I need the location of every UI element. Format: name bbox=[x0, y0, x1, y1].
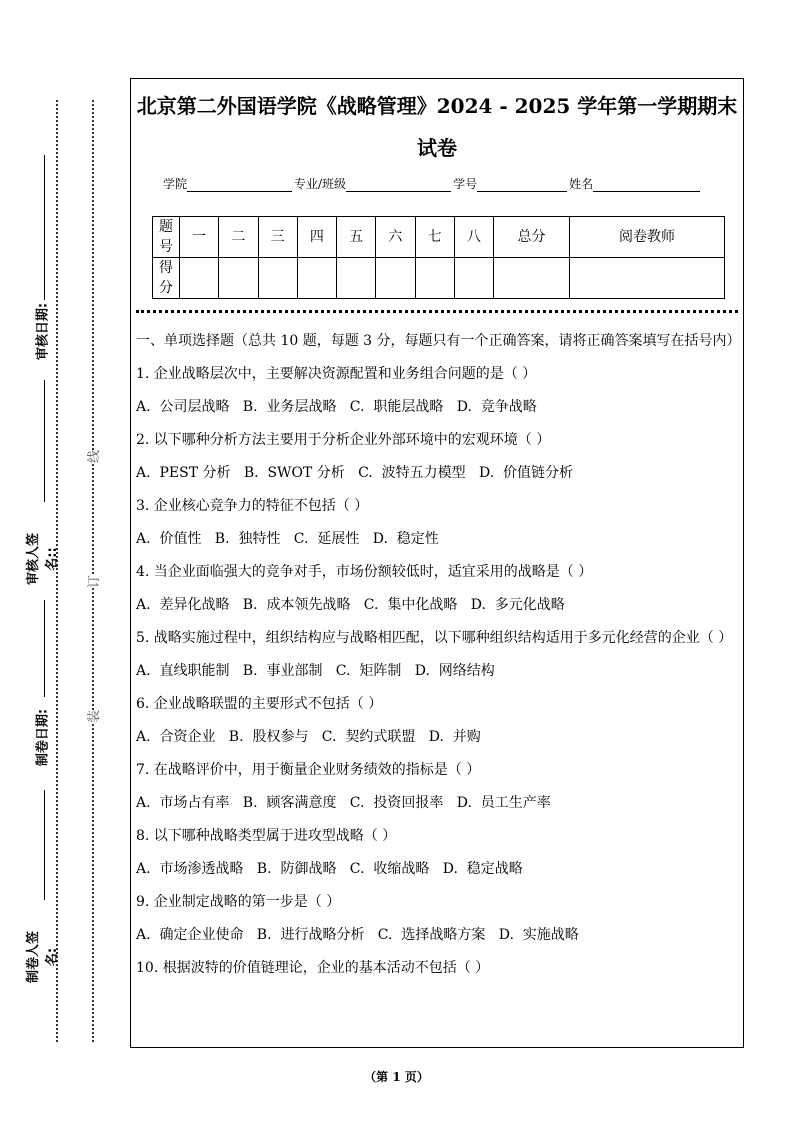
question-9: 9. 企业制定战略的第一步是（ ） bbox=[136, 894, 341, 910]
page-number: （第 1 页） bbox=[364, 1070, 429, 1084]
col-header: 三 bbox=[258, 217, 297, 258]
binding-char-zhuang: 装 bbox=[83, 710, 102, 723]
question-options: A. 直线职能制 B. 事业部制 C. 矩阵制 D. 网络结构 bbox=[136, 663, 495, 679]
question-8: 8. 以下哪种战略类型属于进攻型战略（ ） bbox=[136, 828, 397, 844]
question-1: 1. 企业战略层次中，主要解决资源配置和业务组合问题的是（ ） bbox=[136, 366, 537, 382]
row-label-defen: 得分 bbox=[153, 258, 180, 299]
major-label: 专业/班级 bbox=[294, 177, 347, 191]
score-cell bbox=[180, 258, 219, 299]
separator bbox=[136, 310, 738, 313]
major-field[interactable] bbox=[346, 177, 451, 192]
maker-sign-label: 制卷人签名: bbox=[26, 931, 60, 984]
binding-char-ding: 订 bbox=[83, 575, 102, 588]
question-options: A. 确定企业使命 B. 进行战略分析 C. 选择战略方案 D. 实施战略 bbox=[136, 927, 579, 943]
exam-frame bbox=[130, 78, 744, 1048]
review-date-label: 审核日期: bbox=[35, 302, 51, 361]
score-cell bbox=[570, 258, 725, 299]
score-cell bbox=[376, 258, 415, 299]
question-options: A. 价值性 B. 独特性 C. 延展性 D. 稳定性 bbox=[136, 531, 439, 547]
col-header: 七 bbox=[415, 217, 454, 258]
section-heading: 一、单项选择题（总共 10 题，每题 3 分，每题只有一个正确答案，请将正确答案填写在括号内） bbox=[136, 333, 741, 349]
score-cell bbox=[258, 258, 297, 299]
score-cell bbox=[297, 258, 336, 299]
question-2: 2. 以下哪种分析方法主要用于分析企业外部环境中的宏观环境（ ） bbox=[136, 432, 551, 448]
score-cell bbox=[494, 258, 570, 299]
score-cell bbox=[415, 258, 454, 299]
question-options: A. 公司层战略 B. 业务层战略 C. 职能层战略 D. 竞争战略 bbox=[136, 399, 537, 415]
name-label: 姓名 bbox=[569, 177, 594, 191]
exam-title: 北京第二外国语学院《战略管理》2024 - 2025 学年第一学期期末 bbox=[136, 94, 738, 118]
student-info bbox=[163, 175, 702, 192]
score-cell bbox=[337, 258, 376, 299]
student-id-label: 学号 bbox=[453, 177, 478, 191]
question-options: A. 合资企业 B. 股权参与 C. 契约式联盟 D. 并购 bbox=[136, 729, 481, 745]
table-row bbox=[153, 258, 725, 299]
col-header: 阅卷教师 bbox=[570, 217, 725, 258]
make-date-label: 制卷日期: bbox=[35, 708, 51, 767]
question-3: 3. 企业核心竞争力的特征不包括（ ） bbox=[136, 498, 369, 514]
col-header: 二 bbox=[219, 217, 258, 258]
question-10: 10. 根据波特的价值链理论，企业的基本活动不包括（ ） bbox=[136, 960, 490, 976]
score-cell bbox=[219, 258, 258, 299]
col-header: 六 bbox=[376, 217, 415, 258]
col-header: 五 bbox=[337, 217, 376, 258]
col-header: 八 bbox=[454, 217, 493, 258]
review-date-line bbox=[44, 155, 45, 300]
col-header: 一 bbox=[180, 217, 219, 258]
question-options: A. 市场渗透战略 B. 防御战略 C. 收缩战略 D. 稳定战略 bbox=[136, 861, 523, 877]
make-date-line bbox=[44, 600, 45, 697]
reviewer-sign-line bbox=[44, 380, 45, 502]
cut-line-inner bbox=[92, 100, 94, 1042]
question-options: A. PEST 分析 B. SWOT 分析 C. 波特五力模型 D. 价值链分析 bbox=[136, 465, 574, 481]
question-7: 7. 在战略评价中，用于衡量企业财务绩效的指标是（ ） bbox=[136, 762, 481, 778]
col-header: 四 bbox=[297, 217, 336, 258]
name-field[interactable] bbox=[593, 177, 700, 192]
college-label: 学院 bbox=[163, 177, 188, 191]
college-field[interactable] bbox=[187, 177, 292, 192]
question-6: 6. 企业战略联盟的主要形式不包括（ ） bbox=[136, 696, 383, 712]
section-single-choice bbox=[136, 331, 741, 991]
question-options: A. 差异化战略 B. 成本领先战略 C. 集中化战略 D. 多元化战略 bbox=[136, 597, 565, 613]
score-cell bbox=[454, 258, 493, 299]
score-table bbox=[152, 216, 725, 299]
col-header: 总分 bbox=[494, 217, 570, 258]
question-4: 4. 当企业面临强大的竞争对手，市场份额较低时，适宜采用的战略是（ ） bbox=[136, 564, 593, 580]
student-id-field[interactable] bbox=[477, 177, 567, 192]
binding-char-xian: 线 bbox=[83, 450, 102, 463]
question-5: 5. 战略实施过程中，组织结构应与战略相匹配，以下哪种组织结构适用于多元化经营的企业（ ） bbox=[136, 630, 733, 646]
maker-sign-line bbox=[44, 790, 45, 900]
row-label-tihao: 题号 bbox=[153, 217, 180, 258]
table-row bbox=[153, 217, 725, 258]
reviewer-sign-label: 审核人签名:: bbox=[26, 533, 60, 586]
exam-title-line2: 试卷 bbox=[417, 136, 457, 160]
question-options: A. 市场占有率 B. 顾客满意度 C. 投资回报率 D. 员工生产率 bbox=[136, 795, 551, 811]
